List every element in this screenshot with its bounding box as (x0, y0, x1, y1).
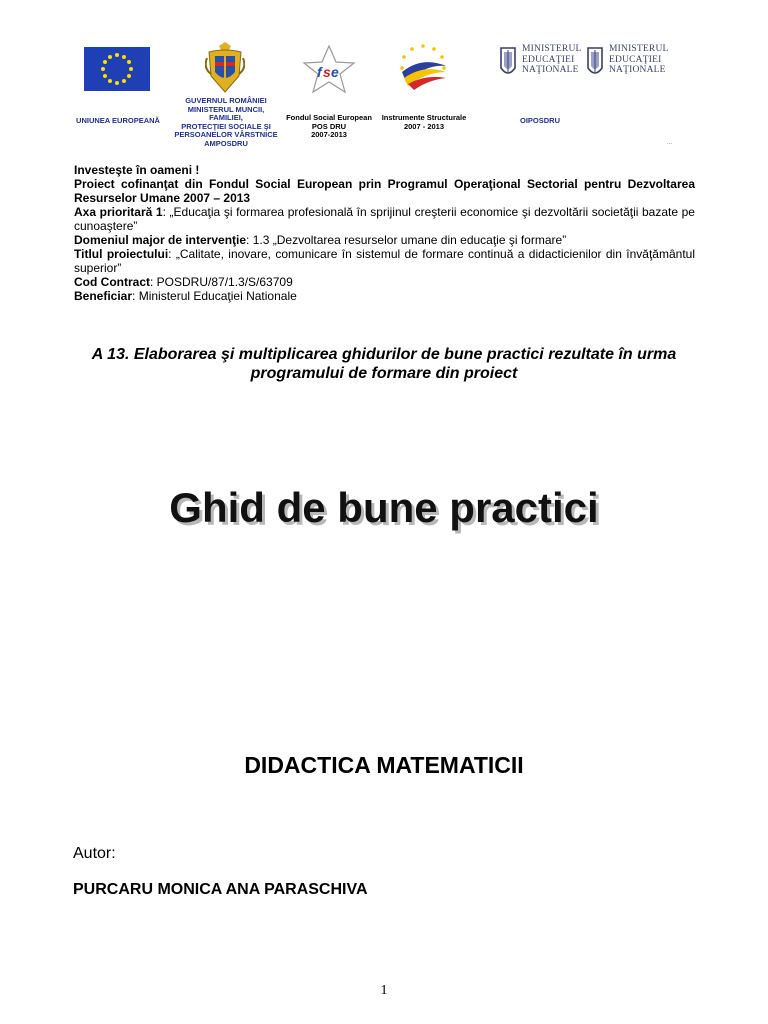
ministry-education-logo (498, 44, 582, 82)
project-title: Titlul proiectului: „Calitate, inovare, comunicare în sistemul de formare continuă a didacticienilor din învăţământul superior” (74, 247, 695, 275)
fse-star-logo (301, 44, 357, 94)
course-title: DIDACTICA MATEMATICII (244, 752, 524, 778)
eu-caption: UNIUNEA EUROPEANĂ (76, 116, 160, 125)
author-label: Autor: (73, 845, 116, 862)
activity-title: A 13. Elaborarea şi multiplicarea ghidurilor de bune practici rezultate în urma programului de formare din proiect (91, 346, 677, 382)
ministry-crest-icon (585, 46, 605, 78)
project-contract-code: Cod Contract: POSDRU/87/1.3/S/63709 (74, 275, 293, 289)
project-cofinancing: Proiect cofinanţat din Fondul Social European prin Programul Operaţional Sectorial pentru Dezvoltarea Resurselor Umane 2007 – 2013 (74, 177, 695, 205)
project-slogan: Investeşte în oameni ! (74, 163, 200, 177)
project-beneficiary: Beneficiar: Ministerul Educaţiei Nationale (74, 289, 297, 303)
svg-text:f: f (317, 64, 322, 80)
svg-text:s: s (323, 64, 331, 80)
corner-mark: ... (667, 140, 673, 146)
government-caption: GUVERNUL ROMÂNIEI MINISTERUL MUNCII, FAMILIEI, PROTECŢIEI SOCIALE ŞI PERSOANELOR VÂRSTNICE AMPOSDRU (174, 96, 278, 148)
ministry-name: MINISTERUL EDUCAŢIEI NAŢIONALE (609, 44, 669, 75)
eu-flag-logo (84, 47, 150, 91)
ministry-name: MINISTERUL EDUCAŢIEI NAŢIONALE (522, 44, 582, 75)
project-priority-axis: Axa prioritară 1: „Educaţia şi formarea profesională în sprijinul creşterii economice şi dezvoltării societăţii bazate pe cunoaştere” (74, 205, 695, 233)
instrumente-structurale-caption: Instrumente Structurale 2007 - 2013 (381, 113, 467, 131)
fse-caption: Fondul Social European POS DRU 2007-2013 (286, 113, 372, 139)
romania-coat-of-arms-logo (205, 42, 245, 94)
instrumente-structurale-logo (396, 42, 450, 94)
document-main-title: Ghid de bune practici (169, 484, 599, 531)
project-info (74, 163, 695, 303)
project-intervention-domain: Domeniul major de intervenţie: 1.3 „Dezvoltarea resurselor umane din educaţie şi formare” (74, 233, 567, 247)
author-name: PURCARU MONICA ANA PARASCHIVA (73, 881, 368, 898)
ministry-education-logo-secondary (585, 44, 669, 82)
page-number: 1 (380, 983, 388, 998)
oiposdru-caption: OIPOSDRU (519, 116, 560, 125)
svg-text:e: e (331, 64, 339, 80)
ministry-crest-icon (498, 46, 518, 78)
